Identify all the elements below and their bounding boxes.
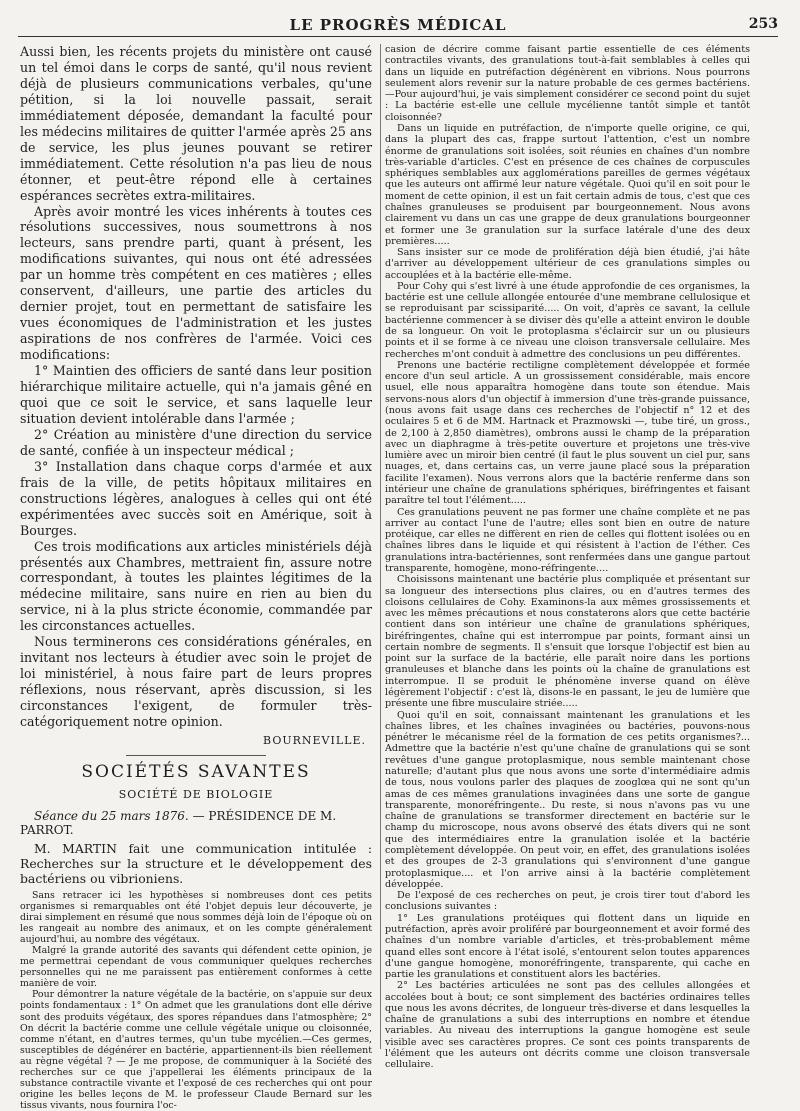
signature: BOURNEVILLE. — [263, 733, 366, 747]
paragraph: Après avoir montré les vices inhérents à toutes ces résolutions successives, nous soumettrons à nos lecteurs, sans prendre parti, quant à présent, les modifications suivantes, qui nous ont été adressées par un homme très compétent en ces matières ; elles conservent, d'ailleurs, une partie des articles du dernier projet, tout en permettant de satisfaire les vues économiques de l'administration et les justes aspirations de nos confrères de l'armée. Voici ces modifications: — [20, 203, 372, 363]
paragraph: 1° Maintien des officiers de santé dans leur position hiérarchique militaire actuelle, qui n'a jamais gêné en quoi que ce soit le service, et sans laquelle leur situation devient intolérable dans l'armée ; — [20, 363, 372, 426]
paragraph: De l'exposé de ces recherches on peut, je crois tirer tout d'abord les conclusions suivantes : — [385, 890, 750, 913]
paragraph: Ces trois modifications aux articles ministériels déjà présentés aux Chambres, mettraient fin, assure notre correspondant, à toutes les plaintes légitimes de la médecine militaire, sans nuire en rien au bien du service, ni à la plus stricte économie, commandée par les circonstances actuelles. — [20, 538, 372, 634]
seance-line — [20, 809, 372, 837]
paragraph: 2° Les bactéries articulées ne sont pas des cellules allongées et accolées bout à bout; ce sont simplement des bactéries ordinaires telles que nous les avons décrites, de longueur très-diverse et dans lesquelles la chaîne de granulations a subi des interruptions en nombre et étendue variables. Au niveau des interruptions la gangue homogène est seule visible avec ses caractères propres. Ce sont ces points transparents de l'élément que les auteurs ont décrits comme une cloison transversale cellulaire. — [385, 980, 750, 1071]
editorial-text — [20, 44, 372, 730]
header-rule — [18, 36, 778, 37]
paragraph: Sans insister sur ce mode de prolifération déjà bien étudié, j'ai hâte d'arriver au développement ultérieur de ces granulations simples ou accouplées et à la bactérie elle-même. — [385, 247, 750, 281]
seance-presidence: — PRÉSIDENCE DE M. PARROT. — [20, 808, 337, 837]
paragraph: Nous terminerons ces considérations générales, en invitant nos lecteurs à étudier avec soin le projet de loi ministériel, à nous faire part de leurs propres réflexions, nous réservant, après discussion, si les circonstances l'exigent, de formuler très-catégoriquement notre opinion. — [20, 634, 372, 730]
section-separator — [126, 755, 266, 756]
paragraph: Choisissons maintenant une bactérie plus compliquée et présentant sur sa longueur des intersections plus claires, ou en d'autres termes des cloisons cellulaires de Cohy. Examinons-la aux mêmes grossissements et avec les mêmes précautions et nous constaterons alors que cette bactérie contient dans son intérieur une chaîne de granulations sphériques, biréfringentes, chaîne qui est interrompue par points, formant ainsi un certain nombre de segments. Il s'ensuit que lorsque l'objectif est bien au point sur la surface de la bactérie, elle paraît noire dans les portions granuleuses et blanche dans les points où la chaîne de granulations est interrompue. Il se produit le phénomène inverse quand on élève légèrement l'objectif : c'est là, disons-le en passant, le jeu de lumière que présente une fibre musculaire striée..... — [385, 574, 750, 710]
subsection-title: SOCIÉTÉ DE BIOLOGIE — [118, 787, 274, 801]
paragraph: 1° Les granulations protéiques qui flottent dans un liquide en putréfaction, après avoir proliféré par bourgeonnement et avoir formé des chaînes d'un nombre variable d'articles, et très-probablement même quand elles sont encore à l'état isolé, s'entourent selon toutes apparences d'une gangue homogène, monoréfringente, transparente, qui cache en partie les granulations et constituent alors les bactéries. — [385, 912, 750, 981]
paragraph: Sans retracer ici les hypothèses si nombreuses dont ces petits organismes si remarquables ont été l'objet depuis leur découverte, je dirai simplement en résumé que nous sommes déjà loin de l'époque où on les rangeait au nombre des animaux, et on les compte généralement aujourd'hui, au nombre des végétaux. — [20, 889, 372, 946]
paragraph: 2° Création au ministère d'une direction du service de santé, confiée à un inspecteur médical ; — [20, 426, 372, 458]
column-divider — [380, 44, 381, 1049]
section-title: SOCIÉTÉS SAVANTES — [81, 761, 311, 782]
communication-intro: M. MARTIN fait une communication intitulée : Recherches sur la structure et le développement des bactériens ou vibrioniens. — [20, 840, 372, 886]
page-number: 253 — [748, 16, 778, 32]
journal-title: LE PROGRÈS MÉDICAL — [289, 16, 507, 34]
paragraph: Ces granulations peuvent ne pas former une chaîne complète et ne pas arriver au contact l'une de l'autre; elles sont bien en outre de nature protéique, car elles ne diffèrent en rien de celles qui flottent isolées ou en chaînes libres dans le liquide et qui résistent à l'action de l'éther. Ces granulations intra-bactériennes, sont renfermées dans une gangue partout transparente, homogène, mono-réfringente.... — [385, 506, 751, 574]
paragraph: Prenons une bactérie rectiligne complètement développée et formée encore d'un seul article. A un grossissement considérable, mais encore usuel, elle nous apparaîtra homogène dans toute son étendue. Mais servons-nous alors d'un objectif à immersion d'une très-grande puissance, (nous avons fait usage dans ces recherches de l'objectif n° 12 et des oculaires 5 et 6 de MM. Hartnack et Prazmowski —, tube tiré, un gross., de 2,100 à 2,850 diamètres), ombrons aussi le champ de la préparation avec un diaphragme à très-petite ouverture et projetons une très-vive lumière avec un miroir bien centré (il faut le plus souvent un ciel pur, sans nuages, et, dans certains cas, un verre jaune placé sous la préparation facilite l'examen). Nous verrons alors que la bactérie renferme dans son intérieur une chaîne de granulations sphériques, biréfringentes et faisant paraître tel tout l'élément..... — [385, 359, 750, 507]
communication-text — [20, 890, 372, 1111]
paragraph: Malgré la grande autorité des savants qui défendent cette opinion, je me permettrai cependant de vous communiquer quelques recherches personnelles qui ne me paraissent pas entièrement conformes à cette manière de voir. — [20, 945, 372, 990]
paragraph: Dans un liquide en putréfaction, de n'importe quelle origine, ce qui, dans la plupart des cas, frappe surtout l'attention, c'est un nombre énorme de granulations soit isolées, soit réunies en chaînes d'un nombre très-variable d'articles. C'est en présence de ces chaînes de corpuscules sphériques semblables aux agglomérations pareilles de germes végétaux que les auteurs ont affirmé leur nature végétale. Quoi qu'il en soit pour le moment de cette opinion, il est un fait certain admis de tous, c'est que ces chaînes granuleuses se produisent par bourgeonnement. Nous avons clairement vu dans un cas une grappe de deux granulations bourgeonner et former une 3e granulation sur la surface latérale d'une des deux premières..... — [385, 122, 750, 247]
seance-date: Séance du 25 mars 1876. — [34, 808, 189, 823]
paragraph: 3° Installation dans chaque corps d'armée et aux frais de la ville, de petits hôpitaux militaires en constructions légères, analogues à celles qui ont été expérimentées avec succès soit en Amérique, soit à Bourges. — [20, 458, 372, 538]
paragraph: Pour Cohy qui s'est livré à une étude approfondie de ces organismes, la bactérie est une cellule allongée entourée d'une membrane cellulosique et se reproduisant par scissiparité..... On voit, d'après ce savant, la cellule bactérienne commencer à se diviser dès qu'elle a atteint environ le double de sa longueur. On voit le protoplasma s'éclaircir sur un ou plusieurs points et il se forme à ce niveau une cloison transversale cellulaire. Mes recherches m'ont conduit à admettre des conclusions un peu différentes. — [385, 280, 750, 360]
paragraph: Quoi qu'il en soit, connaissant maintenant les granulations et les chaînes libres, et les chaînes invaginées ou bactéries, pouvons-nous pénétrer le mécanisme réel de la formation de ces petits organismes?... Admettre que la bactérie n'est qu'une chaîne de granulations qui se sont revêtues d'une gangue protoplasmique, nous semble maintenant chose naturelle; d'autant plus que nous avons une sorte d'intermédiaire admis de tous, nous voulons parler des plaques de zooglœa qui ne sont qu'un amas de ces mêmes granulations invaginées dans une sorte de gangue transparente, monoréfringente.. Du reste, si nous n'avons pas vu une chaîne de granulations se transformer directement en bactérie sur le champ du microscope, nous avons observé des états divers qui ne sont que des intermédiaires entre la granulation isolée et la bactérie complètement développée. On peut voir, en effet, des granulations isolées et des groupes de 2-3 granulations qui s'environnent d'une gangue protoplasmique.... et l'on arrive ainsi à la bactérie complètement développée. — [385, 709, 750, 890]
paragraph: Aussi bien, les récents projets du ministère ont causé un tel émoi dans le corps de santé, qu'il nous revient déjà de plusieurs communications verbales, qu'une pétition, si la loi nouvelle passait, serait immédiatement déposée, demandant la faculté pour les médecins militaires de quitter l'armée après 25 ans de service, les plus jeunes pouvant se retirer immédiatement. Cette résolution n'a pas lieu de nous étonner, et peut-être répond elle à certaines espérances secrètes extra-militaires. — [20, 44, 372, 203]
right-column — [385, 44, 751, 1071]
paragraph: Pour démontrer la nature végétale de la bactérie, on s'appuie sur deux points fondamentaux : 1° On admet que les granulations dont elle dérive sont des produits végétaux, des spores répandues dans l'atmosphère; 2° On décrit la bactérie comme une cellule végétale unique ou cloisonnée, comme n'étant, en d'autres termes, qu'un tube mycélien.—Ces germes, susceptibles de dégénérer en bactérie, appartiennent-ils bien réellement au règne végétal ? — Je me propose, de communiquer à la Société des recherches sur ce que j'appellerai les éléments principaux de la substance contractile vivante et l'exposé de ces recherches qui ont pour origine les belles leçons de M. le professeur Claude Bernard sur les tissus vivants, nous fournira l'oc- — [20, 989, 372, 1111]
left-column — [20, 44, 372, 1111]
paragraph: casion de décrire comme faisant partie essentielle de ces éléments contractiles vivants, des granulations tout-à-fait semblables à celles qui dans un liquide en putréfaction dégénèrent en vibrions. Nous pourrons seulement alors revenir sur la nature probable de ces germes bactériens.—Pour aujourd'hui, je vais simplement considérer ce second point du sujet : La bactérie est-elle une cellule mycélienne tantôt simple et tantôt cloisonnée? — [385, 44, 750, 123]
